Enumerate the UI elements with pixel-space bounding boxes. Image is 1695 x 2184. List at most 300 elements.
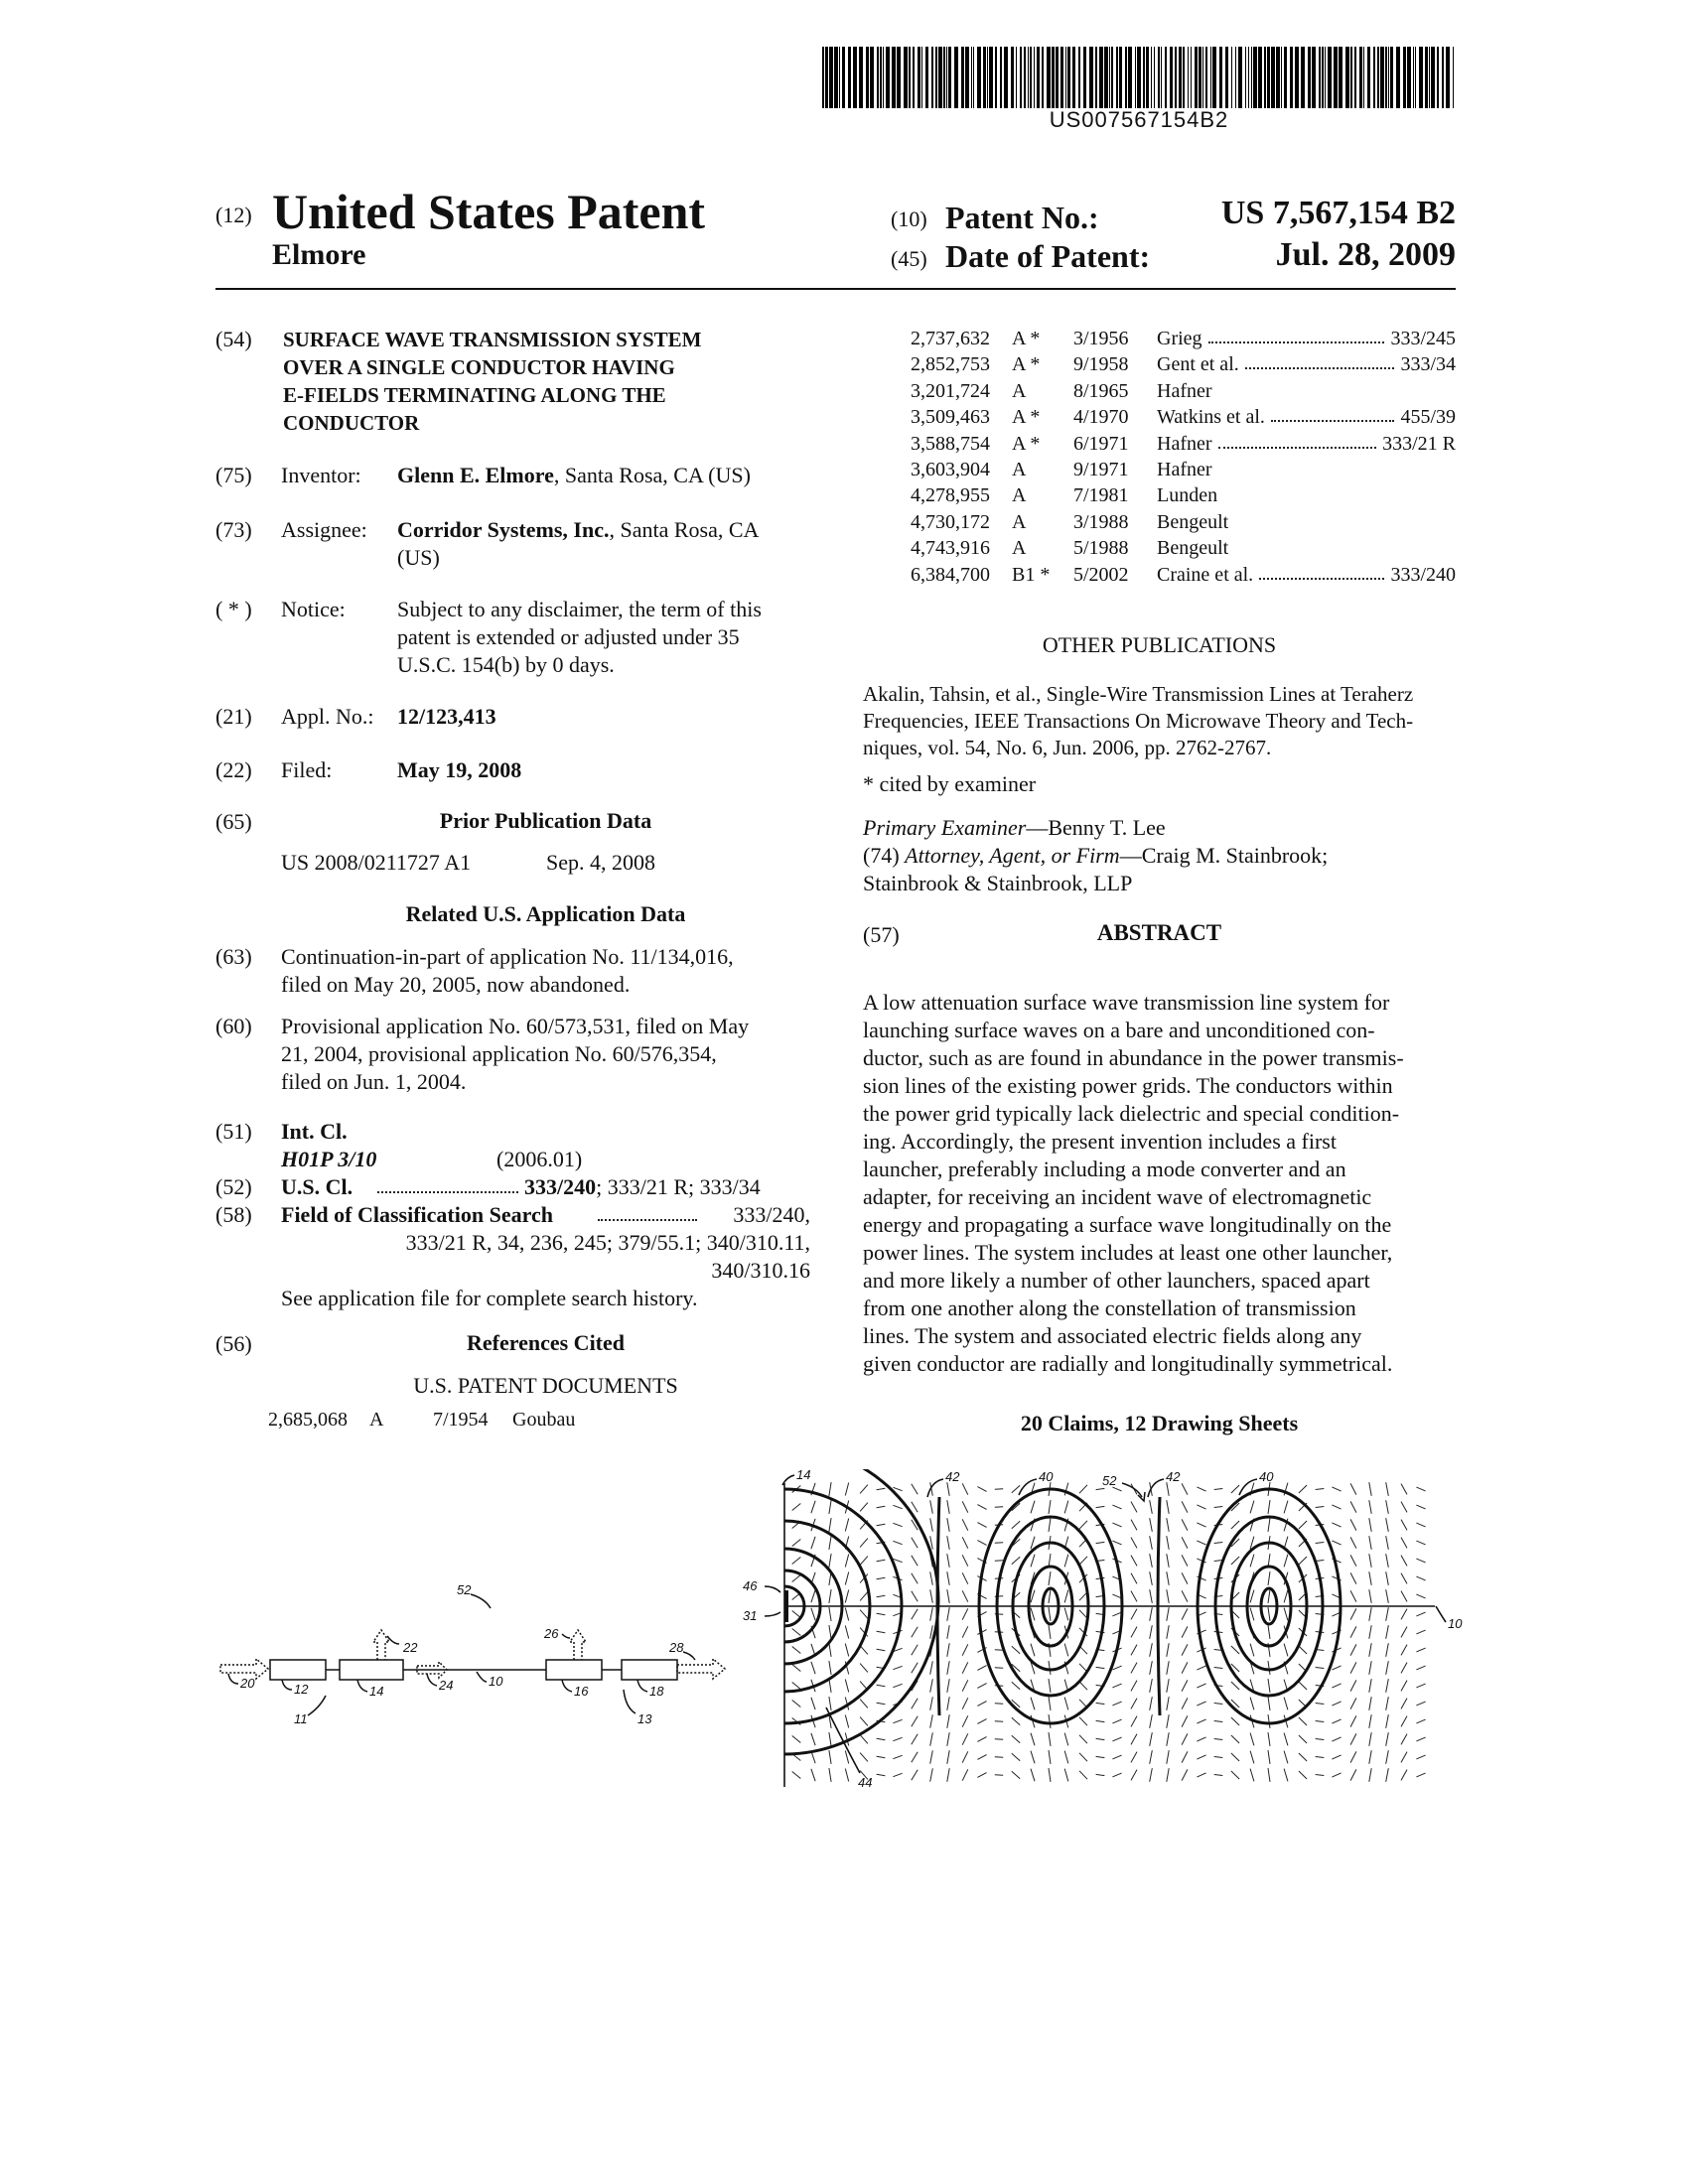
barcode-bar [1322, 47, 1324, 108]
field-arrow [1416, 1684, 1425, 1688]
barcode-bar [943, 47, 945, 108]
barcode-bar [1253, 47, 1257, 108]
field-arrow [1197, 1773, 1205, 1777]
ref-name: Hafner [1157, 459, 1212, 480]
barcode-bar [1267, 47, 1270, 108]
field-arrow [1350, 1769, 1356, 1780]
field-arrow [1284, 1555, 1288, 1568]
field-arrow [977, 1541, 986, 1546]
field-arrow [1416, 1487, 1425, 1491]
field-arrow [962, 1590, 968, 1601]
barcode-bar [839, 47, 840, 108]
label-24: 24 [439, 1678, 454, 1693]
field-arrow [811, 1608, 815, 1620]
other-pub-text [863, 681, 1456, 761]
ref-name: Watkins et al. [1157, 406, 1265, 429]
barcode-bar [1004, 47, 1008, 108]
barcode-bar [1195, 47, 1198, 108]
code-10: (10) [891, 206, 927, 231]
field-arrow [1012, 1646, 1020, 1653]
field-arrow [1332, 1523, 1341, 1527]
leader [477, 1672, 487, 1682]
field-arrow [930, 1679, 933, 1692]
reference-row [863, 351, 1456, 377]
field-arrow [1316, 1775, 1325, 1776]
field-arrow [1167, 1643, 1169, 1657]
field-arrow [912, 1609, 918, 1620]
barcode-bar [1231, 47, 1232, 108]
field-arrow [1167, 1607, 1169, 1621]
barcode-bar [866, 47, 869, 108]
field-arrow [1064, 1751, 1068, 1764]
barcode-bar [1188, 47, 1189, 108]
field-arrow [1150, 1679, 1153, 1693]
ref-kind: A [1012, 484, 1027, 507]
barcode-bar [1446, 47, 1450, 108]
barcode-bar [983, 47, 986, 108]
field-arrow [1299, 1557, 1307, 1565]
field-arrow [1131, 1591, 1137, 1602]
field-arrow [1096, 1506, 1105, 1507]
barcode-bar [961, 47, 964, 108]
field-arrow [1049, 1518, 1051, 1532]
field-arrow [1386, 1714, 1389, 1728]
field-arrow [1049, 1589, 1051, 1603]
field-arrow [1182, 1608, 1188, 1619]
field-arrow [912, 1716, 918, 1727]
label-16: 16 [574, 1684, 589, 1699]
reference-row [863, 404, 1456, 430]
field-arrow [1350, 1680, 1356, 1691]
barcode-bar [1225, 47, 1228, 108]
code-65: (65) [215, 809, 252, 834]
field-arrow [792, 1558, 801, 1565]
abstract-line: and more likely a number of other launchers, spaced apart [863, 1268, 1370, 1293]
field-arrow [977, 1684, 986, 1689]
code-75: (75) [215, 463, 252, 487]
field-arrow [1350, 1590, 1356, 1601]
field-arrow [1012, 1717, 1020, 1724]
field-arrow [1268, 1697, 1270, 1710]
field-arrow [1182, 1483, 1188, 1494]
field-arrow [962, 1572, 968, 1583]
field-arrow [1401, 1663, 1407, 1674]
field-arrow [1031, 1751, 1035, 1764]
field-arrow [1182, 1590, 1188, 1601]
barcode-bar [897, 47, 901, 108]
field-arrow [1299, 1646, 1307, 1654]
field-arrow [1386, 1661, 1389, 1675]
field-arrow [845, 1680, 848, 1693]
ref-leader-dots [1259, 578, 1384, 580]
field-arrow [1369, 1554, 1371, 1568]
field-arrow [1150, 1643, 1153, 1657]
field-arrow [860, 1717, 868, 1726]
field-arrow [829, 1750, 831, 1764]
ref-kind: A * [1012, 406, 1041, 429]
field-arrow [792, 1540, 801, 1547]
field-arrow [1182, 1644, 1188, 1655]
code-73: (73) [215, 517, 252, 542]
field-arrow [1031, 1733, 1035, 1746]
field-arrow [1231, 1557, 1239, 1565]
field-arrow [912, 1627, 918, 1638]
field-arrow [1167, 1554, 1169, 1568]
field-arrow [1096, 1667, 1105, 1668]
barcode-bar [1067, 47, 1070, 108]
field-arrow [1386, 1554, 1389, 1568]
field-arrow [1386, 1732, 1389, 1746]
code-12: (12) [215, 203, 252, 227]
field-arrow [893, 1684, 902, 1687]
field-arrow [1079, 1717, 1087, 1725]
barcode-bar [1245, 47, 1246, 108]
field-arrow [829, 1732, 831, 1746]
field-arrow [1316, 1507, 1325, 1508]
leader [357, 1680, 367, 1692]
field-arrow [1214, 1507, 1223, 1508]
field-arrow [1012, 1682, 1020, 1689]
field-arrow [1197, 1666, 1205, 1670]
field-arrow [1401, 1752, 1407, 1763]
field-arrow [1214, 1704, 1223, 1705]
barcode-bar [946, 47, 947, 108]
field-arrow [1401, 1556, 1407, 1567]
ref-date: 5/1988 [1073, 537, 1129, 560]
label-10: 10 [1448, 1616, 1463, 1631]
field-arrow [893, 1505, 902, 1508]
field-arrow [962, 1751, 968, 1762]
field-arrow [893, 1523, 902, 1526]
field-arrow [1131, 1770, 1137, 1781]
title-line: E-FIELDS TERMINATING ALONG THE [283, 383, 666, 407]
ref-kind: A [1012, 510, 1027, 533]
field-arrow [962, 1769, 968, 1780]
field-arrow [1332, 1737, 1341, 1741]
barcode-bar [1431, 47, 1435, 108]
barcode-bar [859, 47, 863, 108]
leader [427, 1674, 437, 1686]
barcode-bar [1030, 47, 1032, 108]
field-arrow [877, 1649, 886, 1651]
field-arrow [977, 1773, 986, 1778]
field-arrow [1079, 1771, 1087, 1779]
field-arrow [1012, 1521, 1020, 1528]
field-arrow [1049, 1697, 1051, 1710]
field-arrow [1131, 1681, 1137, 1692]
field-arrow [1284, 1769, 1288, 1782]
notice-line: patent is extended or adjusted under 35 [397, 624, 740, 649]
field-arrow [877, 1577, 886, 1579]
field-arrow [1369, 1589, 1371, 1603]
field-arrow [995, 1507, 1003, 1508]
label-18: 18 [649, 1684, 664, 1699]
ref-date: 3/1988 [1073, 510, 1129, 533]
field-arrow [1167, 1679, 1169, 1693]
ref-number: 2,852,753 [911, 353, 990, 376]
leader [1436, 1606, 1446, 1622]
field-arrow [1131, 1716, 1137, 1727]
field-arrow [1049, 1661, 1051, 1675]
barcode-bar [1419, 47, 1423, 108]
field-arrow [962, 1608, 968, 1619]
field-arrow [1316, 1721, 1325, 1722]
barcode-bar [1191, 47, 1192, 108]
field-arrow [962, 1644, 968, 1655]
field-arrow [1416, 1594, 1425, 1598]
field-arrow [962, 1698, 968, 1708]
barcode-bar [1271, 47, 1275, 108]
leader [765, 1612, 780, 1616]
continuation-line: Continuation-in-part of application No. 11/134,016, [281, 944, 734, 969]
field-arrow [1049, 1768, 1051, 1782]
field-arrow [1197, 1702, 1205, 1706]
field-arrow [930, 1768, 933, 1781]
field-arrow [1386, 1607, 1389, 1621]
barcode-bar [1165, 47, 1167, 108]
label-42: 42 [945, 1469, 960, 1484]
field-arrow [1332, 1702, 1341, 1706]
barcode-bar [870, 47, 874, 108]
field-arrow [845, 1555, 848, 1568]
field-arrow [1079, 1557, 1087, 1565]
field-arrow [1268, 1768, 1270, 1782]
field-arrow [1167, 1589, 1169, 1603]
barcode-bar [825, 47, 828, 108]
field-arrow [1150, 1768, 1153, 1782]
ref-number: 2,737,632 [911, 328, 990, 349]
field-arrow [912, 1752, 918, 1763]
barcode-bar [1128, 47, 1132, 108]
field-arrow [1401, 1520, 1407, 1531]
prior-pub-number: US 2008/0211727 A1 [281, 850, 472, 875]
inventor-label: Inventor: [281, 463, 361, 487]
field-search-leader [598, 1219, 697, 1221]
field-arrow [1167, 1768, 1169, 1782]
assignee-label: Assignee: [281, 517, 367, 542]
ref-leader-dots [1271, 420, 1395, 422]
barcode-bar [973, 47, 974, 108]
field-arrow [912, 1591, 918, 1602]
field-arrow [1167, 1518, 1169, 1532]
barcode-bar [877, 47, 879, 108]
field-arrow [1416, 1755, 1425, 1759]
int-cl-code: H01P 3/10 [281, 1147, 377, 1171]
field-arrow [1150, 1625, 1153, 1639]
field-arrow [1268, 1518, 1270, 1532]
field-arrow [912, 1573, 918, 1584]
barcode-bar [1437, 47, 1439, 108]
ref-date: 7/1954 [433, 1409, 489, 1431]
field-arrow [877, 1560, 886, 1562]
abstract-line: energy and propagating a surface wave longitudinally on the [863, 1212, 1392, 1237]
field-arrow [1096, 1738, 1105, 1739]
code-58: (58) [215, 1202, 252, 1227]
other-pub-line: Frequencies, IEEE Transactions On Microwave Theory and Tech- [863, 709, 1414, 733]
leader [624, 1690, 636, 1713]
code-notice: ( * ) [215, 597, 252, 621]
field-arrow [1299, 1771, 1307, 1779]
barcode-bar [1345, 47, 1349, 108]
field-arrow [1182, 1715, 1188, 1726]
field-arrow [995, 1721, 1003, 1722]
field-arrow [811, 1501, 815, 1513]
ref-date: 7/1981 [1073, 484, 1129, 507]
field-arrow [1197, 1755, 1205, 1759]
barcode-bar [1143, 47, 1145, 108]
diagram-labels [239, 1582, 684, 1726]
field-arrow [1112, 1702, 1121, 1706]
barcode-bar [1359, 47, 1362, 108]
field-arrow [1401, 1573, 1407, 1584]
field-arrow [1350, 1608, 1356, 1619]
ref-date: 8/1965 [1073, 379, 1129, 402]
field-arrow [1401, 1538, 1407, 1549]
field-arrow [930, 1625, 933, 1638]
abstract-line: launcher, preferably including a mode converter and an [863, 1157, 1346, 1181]
field-search-label: Field of Classification Search [281, 1202, 553, 1227]
barcode-bar [1109, 47, 1110, 108]
field-arrow [1031, 1555, 1035, 1568]
barcode-bar [935, 47, 937, 108]
field-arrow [829, 1661, 831, 1675]
barcode-bar [965, 47, 969, 108]
field-arrow [1112, 1737, 1121, 1741]
field-arrow [1096, 1542, 1105, 1543]
field-arrow [1031, 1644, 1035, 1657]
barcode-bar [1072, 47, 1075, 108]
field-arrow [893, 1719, 902, 1722]
ref-leader-dots [1218, 447, 1377, 449]
field-arrow [811, 1537, 815, 1549]
barcode-bar [1024, 47, 1026, 108]
field-arrow [947, 1697, 949, 1710]
field-arrow [829, 1643, 831, 1657]
field-arrow [912, 1484, 918, 1495]
field-arrow [1112, 1684, 1121, 1688]
leader [683, 1652, 695, 1660]
field-arrow [1416, 1576, 1425, 1580]
field-arrow [1131, 1645, 1137, 1656]
field-arrow [877, 1613, 886, 1615]
barcode-bar [1413, 47, 1414, 108]
field-arrow [1350, 1572, 1356, 1583]
field-search-value-3: 340/310.16 [711, 1258, 810, 1283]
field-search-value-1: 333/240, [733, 1202, 810, 1227]
field-arrow [995, 1650, 1003, 1651]
field-arrow [1316, 1757, 1325, 1758]
label-31: 31 [743, 1608, 758, 1623]
field-arrow [1350, 1733, 1356, 1744]
field-arrow [1284, 1590, 1288, 1603]
field-arrow [1012, 1771, 1020, 1778]
field-arrow [1350, 1644, 1356, 1655]
code-22: (22) [215, 757, 252, 782]
field-arrow [1167, 1732, 1169, 1746]
field-arrow [1332, 1684, 1341, 1688]
field-arrow [1299, 1717, 1307, 1725]
field-arrow [1250, 1590, 1254, 1603]
barcode-bar [1390, 47, 1393, 108]
field-arrow [1416, 1773, 1425, 1777]
field-arrow [1182, 1662, 1188, 1673]
field-arrow [829, 1589, 831, 1603]
provisional-line: Provisional application No. 60/573,531, filed on May [281, 1014, 750, 1038]
field-arrow [1369, 1732, 1371, 1746]
figure-52-callout [1092, 1471, 1172, 1505]
field-arrow [1401, 1609, 1407, 1620]
barcode-bar [1264, 47, 1266, 108]
barcode-bar [1235, 47, 1236, 108]
field-arrow [1268, 1679, 1270, 1693]
assignee-country: (US) [397, 545, 440, 570]
reference-row [863, 431, 1456, 457]
code-56: (56) [215, 1331, 252, 1356]
barcode-bar [1290, 47, 1293, 108]
field-arrow [1214, 1721, 1223, 1722]
field-arrow [845, 1572, 848, 1585]
field-arrow [995, 1489, 1003, 1490]
field-arrow [1150, 1518, 1153, 1532]
field-contours [784, 1469, 1341, 1754]
prior-pub-heading: Prior Publication Data [439, 808, 652, 833]
field-arrow [829, 1536, 831, 1550]
field-arrow [792, 1736, 801, 1743]
field-arrow [1369, 1536, 1371, 1550]
field-arrow [1197, 1487, 1205, 1491]
field-arrow [1316, 1668, 1325, 1669]
ref-leader-dots [1245, 367, 1395, 369]
system-block-diagram [209, 1569, 765, 1747]
field-arrow [1386, 1625, 1389, 1639]
field-arrow [995, 1739, 1003, 1740]
field-arrow [893, 1737, 902, 1740]
field-arrow [1350, 1662, 1356, 1673]
code-60: (60) [215, 1014, 252, 1038]
field-arrow [1167, 1697, 1169, 1710]
field-arrow [1316, 1489, 1325, 1490]
field-arrow [792, 1629, 801, 1636]
field-arrow [1268, 1625, 1270, 1639]
provisional-line: filed on Jun. 1, 2004. [281, 1069, 467, 1094]
field-arrow [1268, 1607, 1270, 1621]
abstract-line: sion lines of the existing power grids. The conductors within [863, 1073, 1393, 1098]
field-arrow [1214, 1757, 1223, 1758]
field-arrow [1416, 1666, 1425, 1670]
field-arrow [1182, 1680, 1188, 1691]
ref-number: 6,384,700 [911, 563, 990, 586]
field-arrow [1167, 1571, 1169, 1585]
barcode-bar [1251, 47, 1252, 108]
field-arrow [877, 1756, 886, 1758]
field-arrow [977, 1523, 986, 1528]
field-arrow [1064, 1555, 1068, 1568]
abstract-line: given conductor are radially and longitudinally symmetrical. [863, 1351, 1393, 1376]
field-arrow [1064, 1733, 1068, 1746]
field-arrow [1416, 1737, 1425, 1741]
barcode-bar [1276, 47, 1280, 108]
field-arrow [860, 1610, 868, 1619]
field-arrow [1214, 1489, 1223, 1490]
ref-date: 4/1970 [1073, 406, 1129, 429]
field-arrow [1401, 1484, 1407, 1495]
barcode-bar [1060, 47, 1063, 108]
barcode-bar [1020, 47, 1022, 108]
field-arrow [1064, 1644, 1068, 1657]
field-arrow [1350, 1751, 1356, 1762]
field-arrow [1386, 1750, 1389, 1764]
primary-examiner [863, 814, 1456, 841]
